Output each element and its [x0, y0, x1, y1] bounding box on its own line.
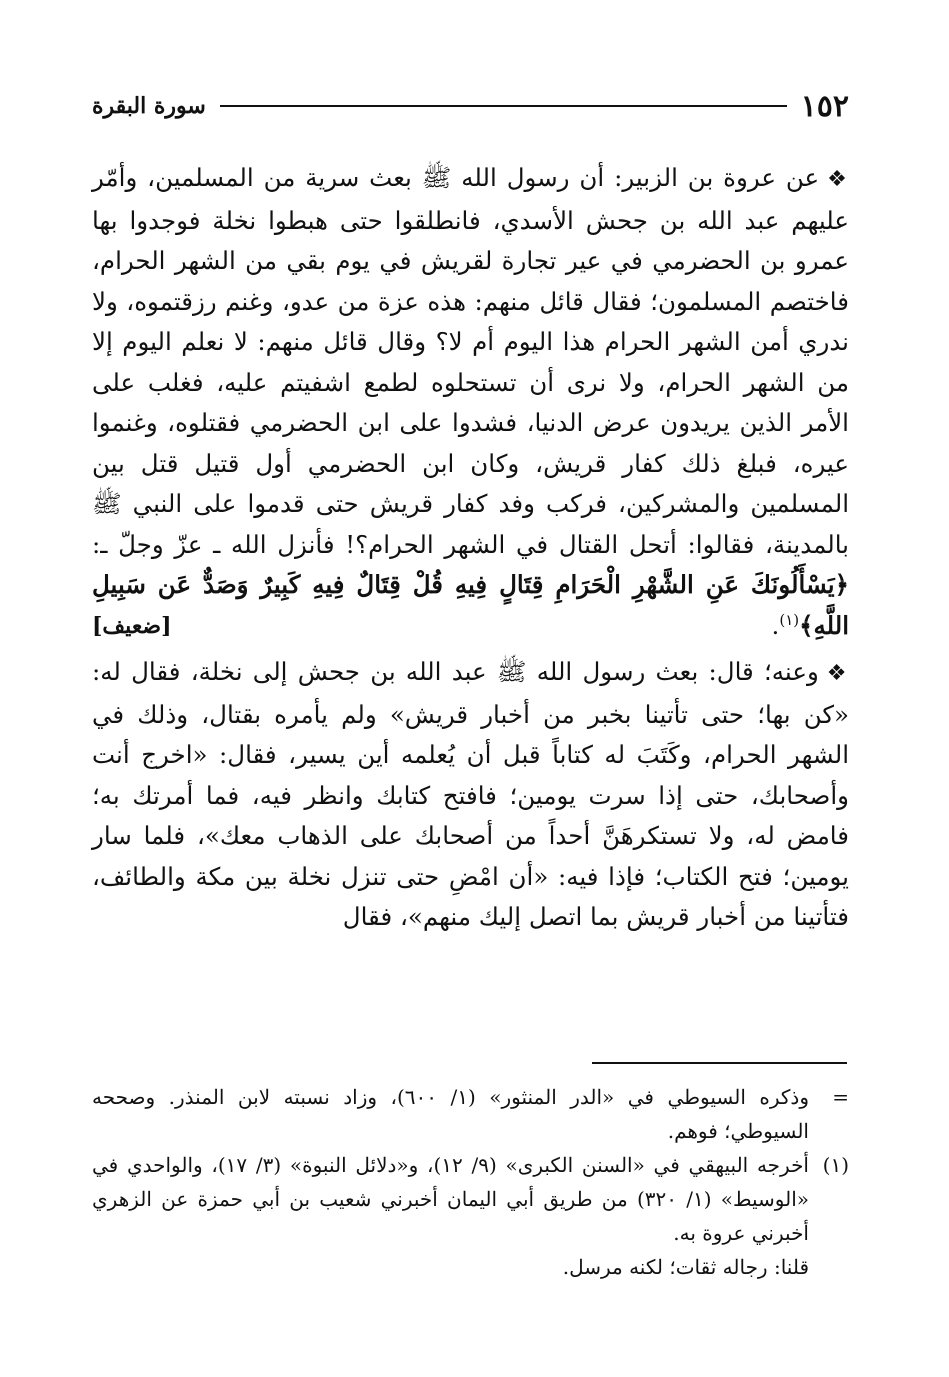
- page-number: ١٥٢: [800, 88, 849, 124]
- paragraph-2: [92, 652, 849, 938]
- quran-verse: ﴿يَسْأَلُونَكَ عَنِ الشَّهْرِ الْحَرَامِ قِتَالٍ فِيهِ قُلْ قِتَالٌ فِيهِ كَبِيرٌ وَصَدٌّ عَن سَبِيلِ اللَّهِ﴾: [92, 570, 849, 640]
- footnote-separator: [592, 1062, 847, 1064]
- paragraph-2-text: وعنه؛ قال: بعث رسول الله ﷺ عبد الله بن جحش إلى نخلة، فقال له: «كن بها؛ حتى تأتينا بخبر من أخبار قريش» ولم يأمره بقتال، وذلك في الشهر الحرام، وكَتَبَ له كتاباً قبل أن يُعلمه أين يسير، فقال: «اخرج أنت وأصحابك، حتى إذا سرت يومين؛ فافتح كتابك وانظر فيه، فما أمرتك به؛ فامض له، ولا تستكرهَنَّ أحداً من أصحابك على الذهاب معك»، فلما سار يومين؛ فتح الكتاب؛ فإذا فيه: «أن امْضِ حتى تنزل نخلة بين مكة والطائف، فتأتينا من أخبار قريش بما اتصل إليك منهم»، فقال: [92, 657, 849, 931]
- page-header: [92, 84, 849, 128]
- diamond-bullet-icon: ❖: [826, 661, 849, 686]
- footnote-item: [92, 1080, 849, 1148]
- footnote-marker: (١): [822, 1153, 849, 1177]
- footnote-text: أخرجه البيهقي في «السنن الكبرى» (٩/ ١٢)، و«دلائل النبوة» (٣/ ١٧)، والواحدي في «الوسيط» (١/ ٣٢٠) من طريق أبي اليمان أخبرني شعيب بن أبي حمزة عن الزهري أخبرني عروة به.: [92, 1153, 809, 1245]
- footnote-item: [92, 1148, 849, 1250]
- footnote-reference: (١): [779, 610, 800, 629]
- footnote-marker: =: [832, 1085, 849, 1109]
- footnote-text: وذكره السيوطي في «الدر المنثور» (١/ ٦٠٠)، وزاد نسبته لابن المنذر. وصححه السيوطي؛ فوهم.: [92, 1085, 809, 1143]
- surah-title: سورة البقرة: [92, 93, 206, 119]
- main-text: [92, 158, 849, 938]
- paragraph-1: ❖عن عروة بن الزبير: أن رسول الله ﷺ بعث سرية من المسلمين، وأمّر عليهم عبد الله بن جحش الأسدي، فانطلقوا حتى هبطوا نخلة فوجدوا بها عمرو بن الحضرمي في عير تجارة لقريش في يوم بقي من الشهر الحرام، فاختصم المسلمون؛ فقال قائل منهم: هذه عزة من عدو، وغنم رزقتموه، ولا ندري أمن الشهر الحرام هذا اليوم أم لا؟ وقال قائل منهم: لا نعلم اليوم إلا من الشهر الحرام، ولا نرى أن تستحلوه لطمع اشفيتم عليه، فغلب على الأمر الذين يريدون عرض الدنيا، فشدوا على ابن الحضرمي فقتلوه، وغنموا عيره، فبلغ ذلك كفار قريش، وكان ابن الحضرمي أول قتيل قتل بين المسلمين والمشركين، فركب وفد كفار قريش حتى قدموا على النبي ﷺ بالمدينة، فقالوا: أتحل القتال في الشهر الحرام؟! فأنزل الله ـ عزّ وجلّ ـ: ﴿يَسْأَلُونَكَ عَنِ الشَّهْرِ الْحَرَامِ قِتَالٍ فِيهِ قُلْ قِتَالٌ فِيهِ كَبِيرٌ وَصَدٌّ عَن سَبِيلِ اللَّهِ﴾$^{(١)}$. [ضعيف]: [92, 158, 849, 646]
- hadith-grade: [ضعيف]: [92, 612, 172, 639]
- footnote-item: [92, 1250, 849, 1284]
- footnote-text: قلنا: رجاله ثقات؛ لكنه مرسل.: [562, 1255, 809, 1279]
- paragraph-1-text: عن عروة بن الزبير: أن رسول الله ﷺ بعث سرية من المسلمين، وأمّر عليهم عبد الله بن جحش الأسدي، فانطلقوا حتى هبطوا نخلة فوجدوا بها عمرو بن الحضرمي في عير تجارة لقريش في يوم بقي من الشهر الحرام، فاختصم المسلمون؛ فقال قائل منهم: هذه عزة من عدو، وغنم رزقتموه، ولا ندري أمن الشهر الحرام هذا اليوم أم لا؟ وقال قائل منهم: لا نعلم اليوم إلا من الشهر الحرام، ولا نرى أن تستحلوه لطمع اشفيتم عليه، فغلب على الأمر الذين يريدون عرض الدنيا، فشدوا على ابن الحضرمي فقتلوه، وغنموا عيره، فبلغ ذلك كفار قريش، وكان ابن الحضرمي أول قتيل قتل بين المسلمين والمشركين، فركب وفد كفار قريش حتى قدموا على النبي ﷺ بالمدينة، فقالوا: أتحل القتال في الشهر الحرام؟! فأنزل الله ـ عزّ وجلّ ـ:: [92, 163, 849, 559]
- footnotes: [92, 1080, 849, 1284]
- header-rule: [220, 105, 787, 107]
- diamond-bullet-icon: ❖: [827, 167, 849, 192]
